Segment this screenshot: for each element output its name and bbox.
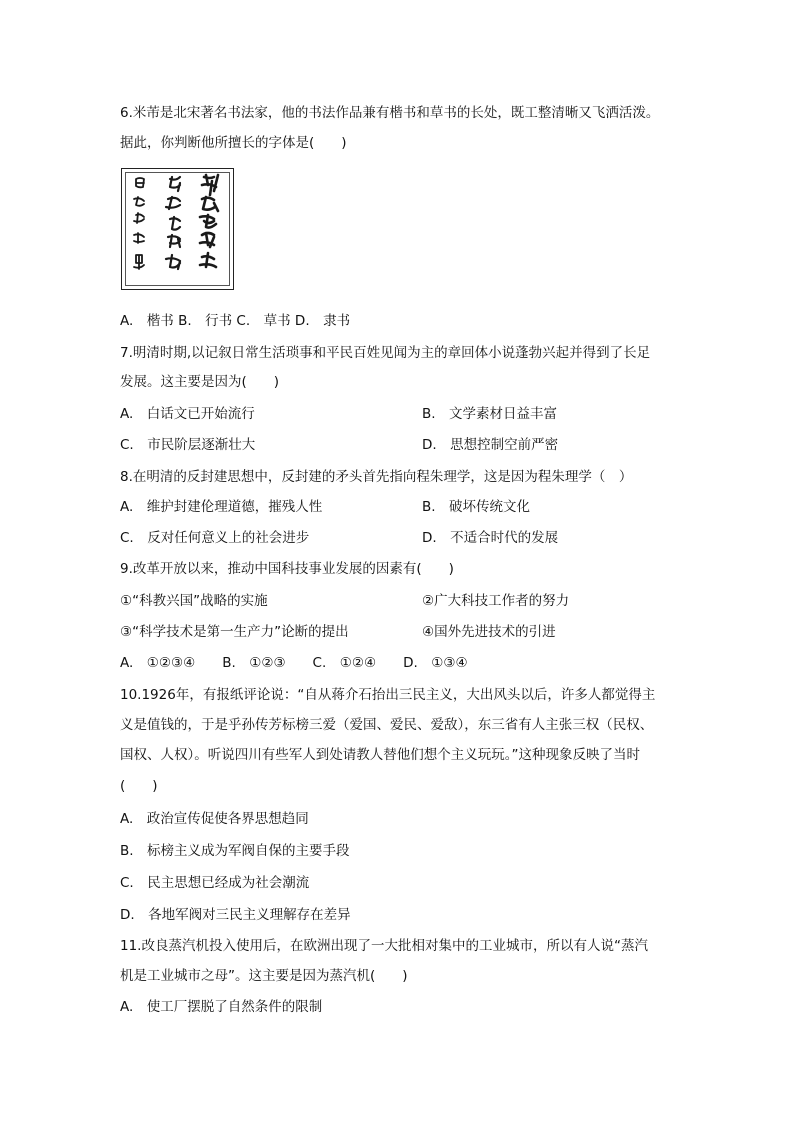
q8-stem: 8.在明清的反封建思想中，反封建的矛头首先指向程朱理学，这是因为程朱理学（ ） bbox=[120, 469, 633, 485]
q11-stem-line2: 机是工业城市之母”。这主要是因为蒸汽机( ) bbox=[120, 968, 408, 984]
calligraphy-image bbox=[121, 168, 234, 290]
q7-stem-line1: 7.明清时期,以记叙日常生活琐事和平民百姓见闻为主的章回体小说蓬勃兴起并得到了长足 bbox=[120, 345, 651, 361]
q8-option-c: C. 反对任何意义上的社会进步 bbox=[120, 530, 310, 546]
q9-stem: 9.改革开放以来，推动中国科技事业发展的因素有( ) bbox=[120, 561, 454, 577]
q10-option-d: D. 各地军阀对三民主义理解存在差异 bbox=[120, 907, 351, 923]
q7-option-a: A. 白话文已开始流行 bbox=[120, 406, 255, 422]
q11-stem-line1: 11.改良蒸汽机投入使用后，在欧洲出现了一大批相对集中的工业城市，所以有人说“蒸汽 bbox=[120, 938, 648, 954]
q11-option-a: A. 使工厂摆脱了自然条件的限制 bbox=[120, 999, 323, 1015]
q7-option-d: D. 思想控制空前严密 bbox=[422, 437, 559, 453]
q9-item-3: ③“科学技术是第一生产力”论断的提出 bbox=[120, 624, 349, 640]
q10-stem-line2: 义是值钱的，于是乎孙传芳标榜三爱（爱国、爱民、爱敌），东三省有人主张三权（民权、 bbox=[120, 717, 654, 733]
q10-option-c: C. 民主思想已经成为社会潮流 bbox=[120, 875, 310, 891]
q8-option-d: D. 不适合时代的发展 bbox=[422, 530, 559, 546]
q7-option-c: C. 市民阶层逐渐壮大 bbox=[120, 437, 256, 453]
q10-option-b: B. 标榜主义成为军阀自保的主要手段 bbox=[120, 843, 350, 859]
q8-option-a: A. 维护封建伦理道德，摧残人性 bbox=[120, 499, 323, 515]
q9-item-4: ④国外先进技术的引进 bbox=[422, 624, 556, 640]
calligraphy-strokes bbox=[122, 169, 235, 291]
q6-stem-line1: 6.米芾是北宋著名书法家，他的书法作品兼有楷书和草书的长处，既工整清晰又飞洒活泼。 bbox=[120, 105, 660, 121]
q10-stem-line4: ( ) bbox=[120, 778, 158, 794]
q10-stem-line3: 国权、人权）。听说四川有些军人到处请教人替他们想个主义玩玩。”这种现象反映了当时 bbox=[120, 747, 640, 763]
q7-option-b: B. 文学素材日益丰富 bbox=[422, 406, 558, 422]
q8-option-b: B. 破坏传统文化 bbox=[422, 499, 531, 515]
q10-option-a: A. 政治宣传促使各界思想趋同 bbox=[120, 811, 309, 827]
q9-options: A. ①②③④ B. ①②③ C. ①②④ D. ①③④ bbox=[120, 655, 468, 671]
q9-item-2: ②广大科技工作者的努力 bbox=[422, 593, 570, 609]
q9-item-1: ①“科教兴国”战略的实施 bbox=[120, 593, 268, 609]
q6-options: A. 楷书 B. 行书 C. 草书 D. 隶书 bbox=[120, 313, 351, 329]
q10-stem-line1: 10.1926年，有报纸评论说：“自从蒋介石抬出三民主义，大出风头以后，许多人都觉得主 bbox=[120, 687, 656, 703]
q7-stem-line2: 发展。这主要是因为( ) bbox=[120, 374, 280, 390]
q6-stem-line2: 据此，你判断他所擅长的字体是( ) bbox=[120, 135, 347, 151]
